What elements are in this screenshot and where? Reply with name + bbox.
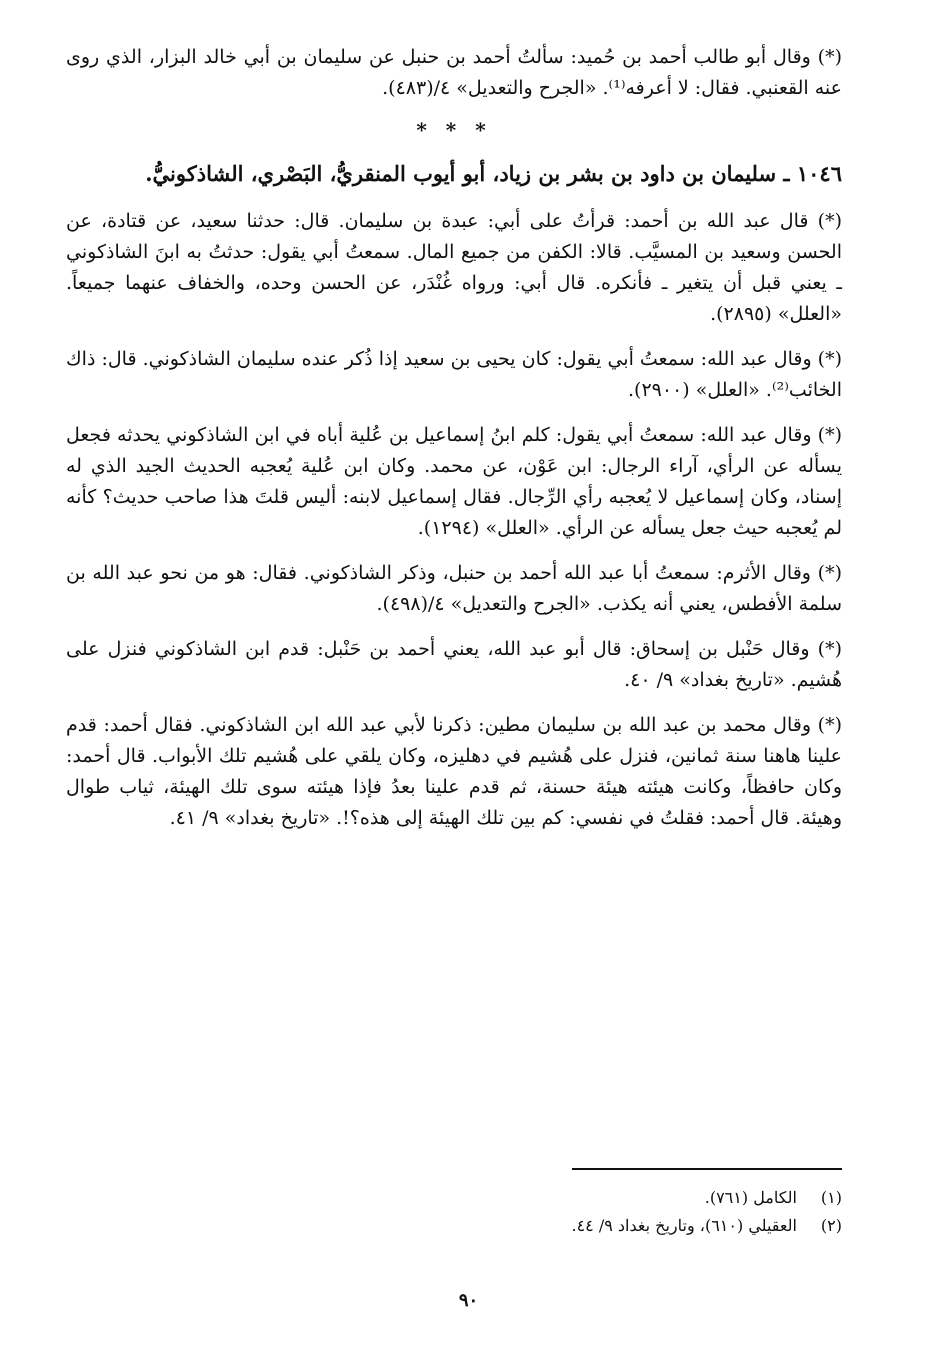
paragraph-intro: (*) وقال أبو طالب أحمد بن حُميد: سألتُ أحمد بن حنبل عن سليمان بن أبي خالد البزار، الذي روى عنه القعنبي. فقال: لا أعرفه⁽¹⁾. «الجرح والتعديل» ٤/(٤٨٣). (66, 46, 842, 99)
section-separator: * * * (416, 118, 492, 142)
paragraph-6: (*) وقال محمد بن عبد الله بن سليمان مطين: ذكرنا لأبي عبد الله ابن الشاذكوني. فقال أحمد: قدم علينا هاهنا سنة ثمانين، فنزل على هُشيم في دهليزه، وكان يلقي على هُشيم تلك الأبواب. قال أحمد: وكان حافظاً، وكانت هيئته هيئة حسنة، ثم قدم علينا بعدُ فإذا هيئته سوى تلك الهيئة، ثياب طوال وهيئة. قال أحمد: فقلتُ في نفسي: كم بين تلك الهيئة إلى هذه؟!. «تاريخ بغداد» ٩/ ٤١. (66, 714, 842, 829)
paragraph-1: (*) قال عبد الله بن أحمد: قرأتُ على أبي: عبدة بن سليمان. قال: حدثنا سعيد، عن قتادة، عن الحسن وسعيد بن المسيَّب. قالا: الكفن من جميع المال. سمعتُ أبي يقول: حدثتُ به ابنَ الشاذكوني ـ يعني قبل أن يتغير ـ فأنكره. قال أبي: ورواه غُنْدَر، عن الحسن وحده، والخفاف عنهما جميعاً. «العلل» (٢٨٩٥). (66, 210, 842, 325)
footnote-1 (66, 1184, 842, 1212)
footnote-text: العقيلي (٦١٠)، وتاريخ بغداد ٩/ ٤٤. (571, 1216, 797, 1235)
footnote-2 (66, 1212, 842, 1240)
paragraph-2: (*) وقال عبد الله: سمعتُ أبي يقول: كان يحيى بن سعيد إذا ذُكر عنده سليمان الشاذكوني. قال: ذاك الخائب⁽²⁾. «العلل» (٢٩٠٠). (66, 348, 842, 401)
page-body (66, 42, 842, 848)
footnote-number: (٢) (820, 1216, 842, 1235)
paragraph-4: (*) وقال الأثرم: سمعتُ أبا عبد الله أحمد بن حنبل، وذكر الشاذكوني. فقال: هو من نحو عبد الله بن سلمة الأفطس، يعني أنه يكذب. «الجرح والتعديل» ٤/(٤٩٨). (66, 562, 842, 615)
footnote-text: الكامل (٧٦١). (704, 1188, 797, 1207)
footnotes (66, 1168, 842, 1240)
page-number: ٩٠ (458, 1290, 479, 1311)
paragraph-5: (*) وقال حَنْبل بن إسحاق: قال أبو عبد الله، يعني أحمد بن حَنْبل: قدم ابن الشاذكوني فنزل على هُشيم. «تاريخ بغداد» ٩/ ٤٠. (66, 638, 842, 691)
footnote-number: (١) (820, 1188, 842, 1207)
entry-heading: ١٠٤٦ ـ سليمان بن داود بن بشر بن زياد، أبو أيوب المنقريُّ، البَصْري، الشاذكونيُّ. (145, 161, 842, 186)
paragraph-3: (*) وقال عبد الله: سمعتُ أبي يقول: كلم ابنُ إسماعيل بن عُلية أباه في ابن الشاذكوني يحدثه فجعل يسأله عن الرأي، آراء الرجال: ابن عَوْن، عن محمد. وكان ابن عُلية يُعجبه الحديث الجيد الذي له إسناد، وكان إسماعيل لا يُعجبه رأي الرِّجال. فقال إسماعيل لابنه: أليس قلتَ هذا صاحب حديث؟ كأنه لم يُعجبه حيث جعل يسأله عن الرأي. «العلل» (١٢٩٤). (66, 424, 842, 539)
footnote-divider (572, 1168, 842, 1170)
